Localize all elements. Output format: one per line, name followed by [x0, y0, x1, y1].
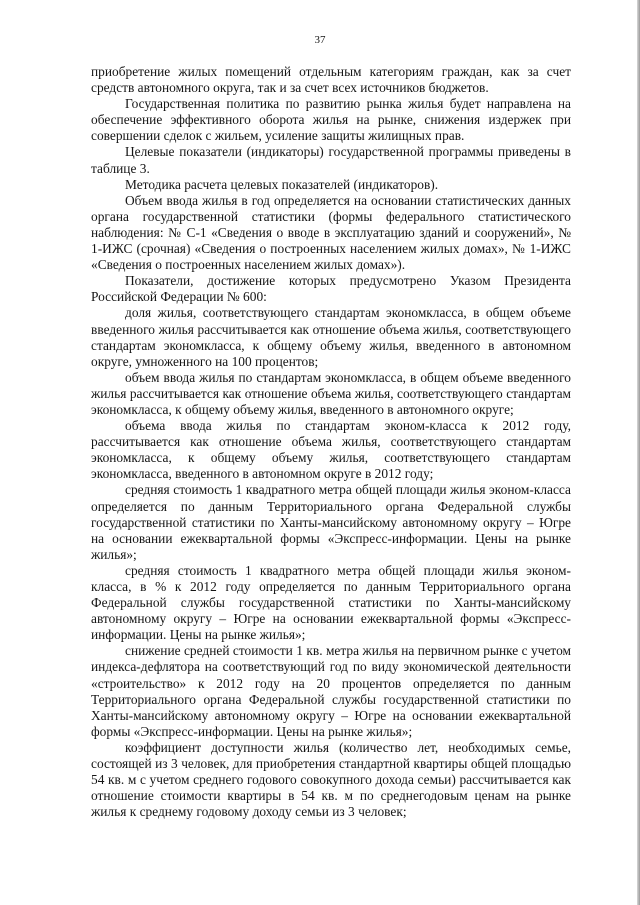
- paragraph: объема ввода жилья по стандартам эконом-класса к 2012 году, рассчитывается как отношение объема жилья, соответствующего стандартам экономкласса, к общему объему жилья, соответствующего стандартам экономкласса, введенного в автономном округе в 2012 году;: [91, 418, 571, 482]
- document-body: [91, 64, 571, 820]
- paragraph: Методика расчета целевых показателей (индикаторов).: [125, 176, 439, 192]
- paragraph: средняя стоимость 1 квадратного метра общей площади жилья эконом-класса определяется по данным Территориального органа Федеральной службы государственной статистики по Ханты-мансийскому автономному округу – Югре на основании ежеквартальной формы «Экспресс-информации. Цены на рынке жилья»;: [91, 482, 571, 562]
- paragraph: объем ввода жилья по стандартам экономкласса, в общем объеме введенного жилья рассчитывается как отношение объема жилья, соответствующего стандартам экономкласса, к общему объему жилья, введенного в автономного округе;: [91, 369, 571, 417]
- paragraph: коэффициент доступности жилья (количество лет, необходимых семье, состоящей из 3 человек, для приобретения стандартной квартиры общей площадью 54 кв. м с учетом среднего годового совокупного дохода семьи) рассчитывается как отношение стоимости квартиры в 54 кв. м по среднегодовым ценам на рынке жилья к среднему годовому доходу семьи из 3 человек;: [91, 739, 571, 820]
- paragraph: приобретение жилых помещений отдельным категориям граждан, как за счет средств автономного округа, так и за счет всех источников бюджетов.: [91, 64, 571, 96]
- paragraph: доля жилья, соответствующего стандартам экономкласса, в общем объеме введенного жилья рассчитывается как отношение объема жилья, соответствующего стандартам экономкласса, к общему объему жилья, введенного в автономном округе, умноженного на 100 процентов;: [91, 305, 571, 369]
- paragraph: Целевые показатели (индикаторы) государственной программы приведены в таблице 3.: [91, 144, 571, 176]
- paragraph: Показатели, достижение которых предусмотрено Указом Президента Российской Федерации № 600:: [91, 273, 571, 305]
- paragraph: Объем ввода жилья в год определяется на основании статистических данных органа государственной статистики (формы федерального статистического наблюдения: № С-1 «Сведения о вводе в эксплуатацию зданий и сооружений», № 1-ИЖС (срочная) «Сведения о построенных населением жилых домах», № 1-ИЖС «Сведения о построенных населением жилых домах»).: [91, 192, 571, 273]
- page-number: 37: [314, 34, 326, 46]
- paragraph: Государственная политика по развитию рынка жилья будет направлена на обеспечение эффективного оборота жилья на рынке, снижения издержек при совершении сделок с жильем, усиление защиты жилищных прав.: [91, 96, 571, 144]
- paragraph: снижение средней стоимости 1 кв. метра жилья на первичном рынке с учетом индекса-дефлятора на соответствующий год по виду экономической деятельности «строительство» к 2012 году на 20 процентов определяется по данным Территориального органа Федеральной службы государственной статистики по Ханты-мансийскому автономному округу – Югре на основании ежеквартальной формы «Экспресс-информации. Цены на рынке жилья»;: [91, 643, 571, 739]
- paragraph: средняя стоимость 1 квадратного метра общей площади жилья эконом-класса, в % к 2012 году определяется по данным Территориального органа Федеральной службы государственной статистики по Ханты-мансийскому автономному округу – Югре на основании ежеквартальной формы «Экспресс-информации. Цены на рынке жилья»;: [91, 562, 571, 643]
